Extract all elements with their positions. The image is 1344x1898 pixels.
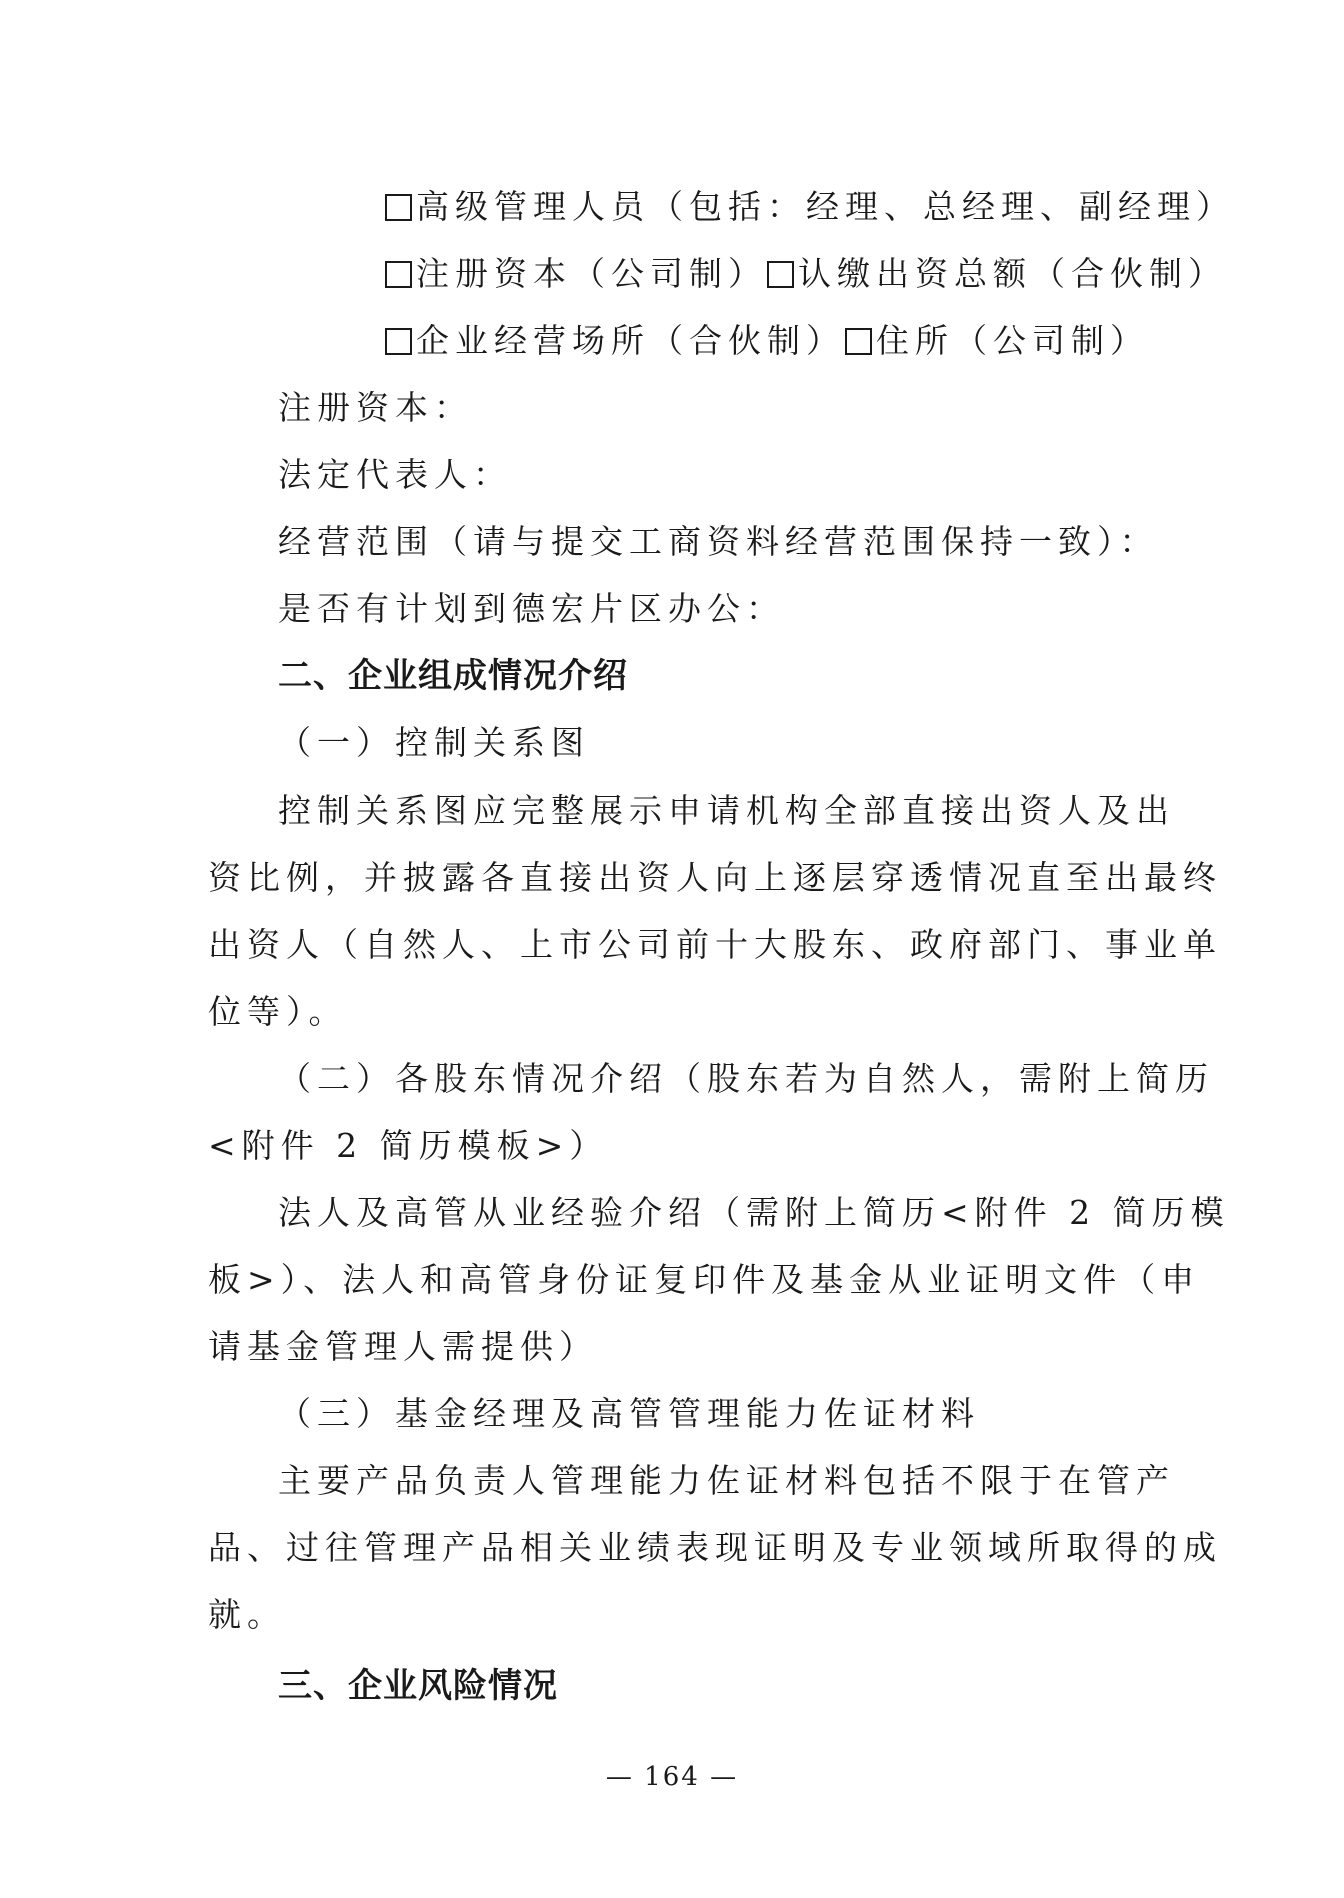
paragraph-line: 资比例，并披露各直接出资人向上逐层穿透情况直至出最终 [208,858,1222,897]
paragraph-line: 法人及高管从业经验介绍（需附上简历<附件 2 简历模 [278,1193,1230,1232]
checkbox[interactable] [845,328,872,355]
paragraph-line: 品、过往管理产品相关业绩表现证明及专业领域所取得的成 [208,1528,1222,1567]
checkbox[interactable] [385,261,412,288]
checkbox[interactable] [385,194,412,221]
field-business-scope: 经营范围（请与提交工商资料经营范围保持一致）： [278,522,1159,561]
checkbox-line-2 [385,254,1227,294]
checkbox-label: 认缴出资总额（合伙制） [798,254,1227,293]
subheading-shareholders-cont: <附件 2 简历模板>） [208,1126,609,1165]
field-legal-representative: 法定代表人： [278,455,512,494]
paragraph-line: 就。 [208,1595,286,1634]
checkbox-label: 住所（公司制） [876,321,1149,360]
checkbox-label: 高级管理人员（包括：经理、总经理、副经理） [416,187,1235,226]
paragraph-line: 主要产品负责人管理能力佐证材料包括不限于在管产 [278,1461,1175,1500]
checkbox-label: 企业经营场所（合伙制） [416,321,845,360]
paragraph-line: 控制关系图应完整展示申请机构全部直接出资人及出 [278,791,1175,830]
subheading-fund-manager: （三）基金经理及高管管理能力佐证材料 [278,1394,980,1433]
paragraph-line: 板>）、法人和高管身份证复印件及基金从业证明文件（申 [208,1260,1201,1299]
section-heading-3: 三、企业风险情况 [278,1666,558,1706]
subheading-control-diagram: （一）控制关系图 [278,723,590,762]
subheading-shareholders: （二）各股东情况介绍（股东若为自然人，需附上简历 [278,1059,1214,1098]
field-dehong-plan: 是否有计划到德宏片区办公： [278,589,785,628]
checkbox-line-3 [385,321,1149,361]
paragraph-line: 请基金管理人需提供） [208,1327,598,1366]
paragraph-line: 位等）。 [208,992,348,1031]
checkbox[interactable] [385,328,412,355]
checkbox-line-1 [385,187,1235,227]
page-number: — 164 — [605,1762,739,1792]
section-heading-2: 二、企业组成情况介绍 [278,656,628,696]
checkbox-label: 注册资本（公司制） [416,254,767,293]
field-registered-capital: 注册资本： [278,388,473,427]
checkbox[interactable] [767,261,794,288]
paragraph-line: 出资人（自然人、上市公司前十大股东、政府部门、事业单 [208,925,1222,964]
